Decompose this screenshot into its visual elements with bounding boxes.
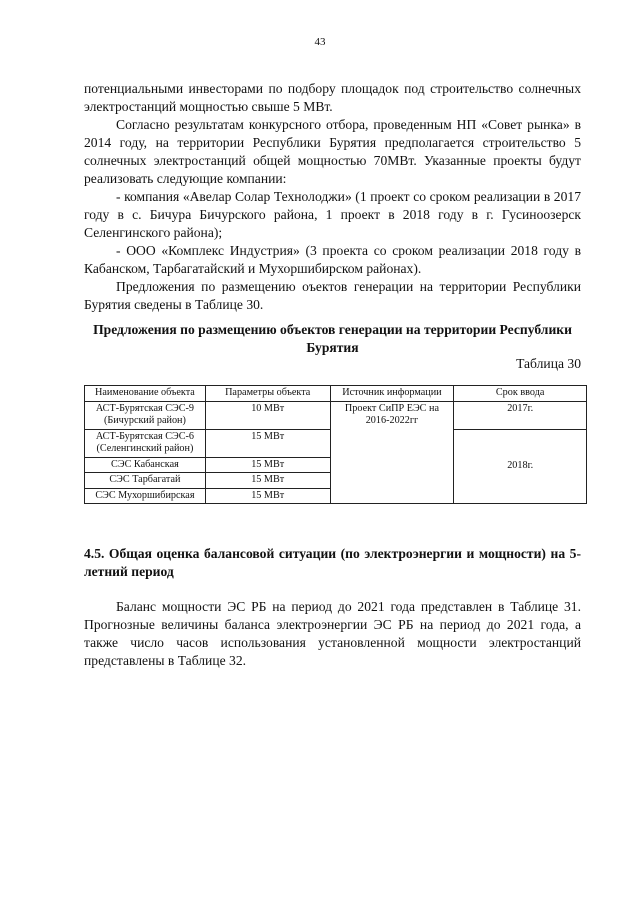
cell-name: СЭС Кабанская	[85, 457, 206, 473]
paragraph-continuation: потенциальными инвесторами по подбору площадок под строительство солнечных электростанций мощностью свыше 5 МВт.	[84, 81, 581, 114]
generation-table	[84, 385, 587, 504]
cell-name: АСТ-Бурятская СЭС-6 (Селенгинский район)	[85, 429, 206, 457]
paragraph-company-avelar: - компания «Авелар Солар Технолоджи» (1 проект со сроком реализации в 2017 году в с. Бичура Бичурского района, 1 проект в 2018 году в г. Гусиноозерск Селенгинского района);	[84, 189, 581, 240]
cell-source: Проект СиПР ЕЭС на 2016-2022гг	[330, 401, 454, 504]
cell-param: 10 МВт	[205, 401, 330, 429]
header-params: Параметры объекта	[205, 386, 330, 402]
cell-term-2017: 2017г.	[454, 401, 587, 429]
cell-param: 15 МВт	[205, 457, 330, 473]
paragraph-table-ref: Предложения по размещению оъектов генерации на территории Республики Бурятия сведены в Таблице 30.	[84, 279, 581, 312]
table-label: Таблица 30	[516, 356, 581, 371]
cell-param: 15 МВт	[205, 473, 330, 489]
header-term: Срок ввода	[454, 386, 587, 402]
cell-name: СЭС Тарбагатай	[85, 473, 206, 489]
paragraph-balance: Баланс мощности ЭС РБ на период до 2021 года представлен в Таблице 31. Прогнозные величины баланса электроэнергии ЭС РБ на период до 2021 года, а также число часов использования установленной мощности электростанций представлены в Таблице 32.	[84, 599, 581, 668]
page-number: 43	[314, 36, 326, 48]
table-caption: Предложения по размещению объектов генерации на территории Республики Бурятия	[93, 322, 572, 355]
header-source: Источник информации	[330, 386, 454, 402]
section-heading: 4.5. Общая оценка балансовой ситуации (по электроэнергии и мощности) на 5-летний период	[84, 546, 581, 579]
cell-term-2018: 2018г.	[454, 429, 587, 504]
intro-text-block	[84, 80, 581, 314]
header-name: Наименование объекта	[85, 386, 206, 402]
section-text-block	[84, 598, 581, 670]
cell-name: АСТ-Бурятская СЭС-9 (Бичурский район)	[85, 401, 206, 429]
table-row	[85, 401, 587, 429]
cell-param: 15 МВт	[205, 488, 330, 504]
table-header-row	[85, 386, 587, 402]
cell-param: 15 МВт	[205, 429, 330, 457]
paragraph-competition: Согласно результатам конкурсного отбора, проведенным НП «Совет рынка» в 2014 году, на территории Республики Бурятия предполагается строительство 5 солнечных электростанций общей мощностью 70МВт. Указанные проекты будут реализовать следующие компании:	[84, 117, 581, 186]
paragraph-company-kompleks: - ООО «Комплекс Индустрия» (3 проекта со сроком реализации 2018 году в Кабанском, Тарбагатайский и Мухоршибирском районах).	[84, 243, 581, 276]
cell-name: СЭС Мухоршибирская	[85, 488, 206, 504]
